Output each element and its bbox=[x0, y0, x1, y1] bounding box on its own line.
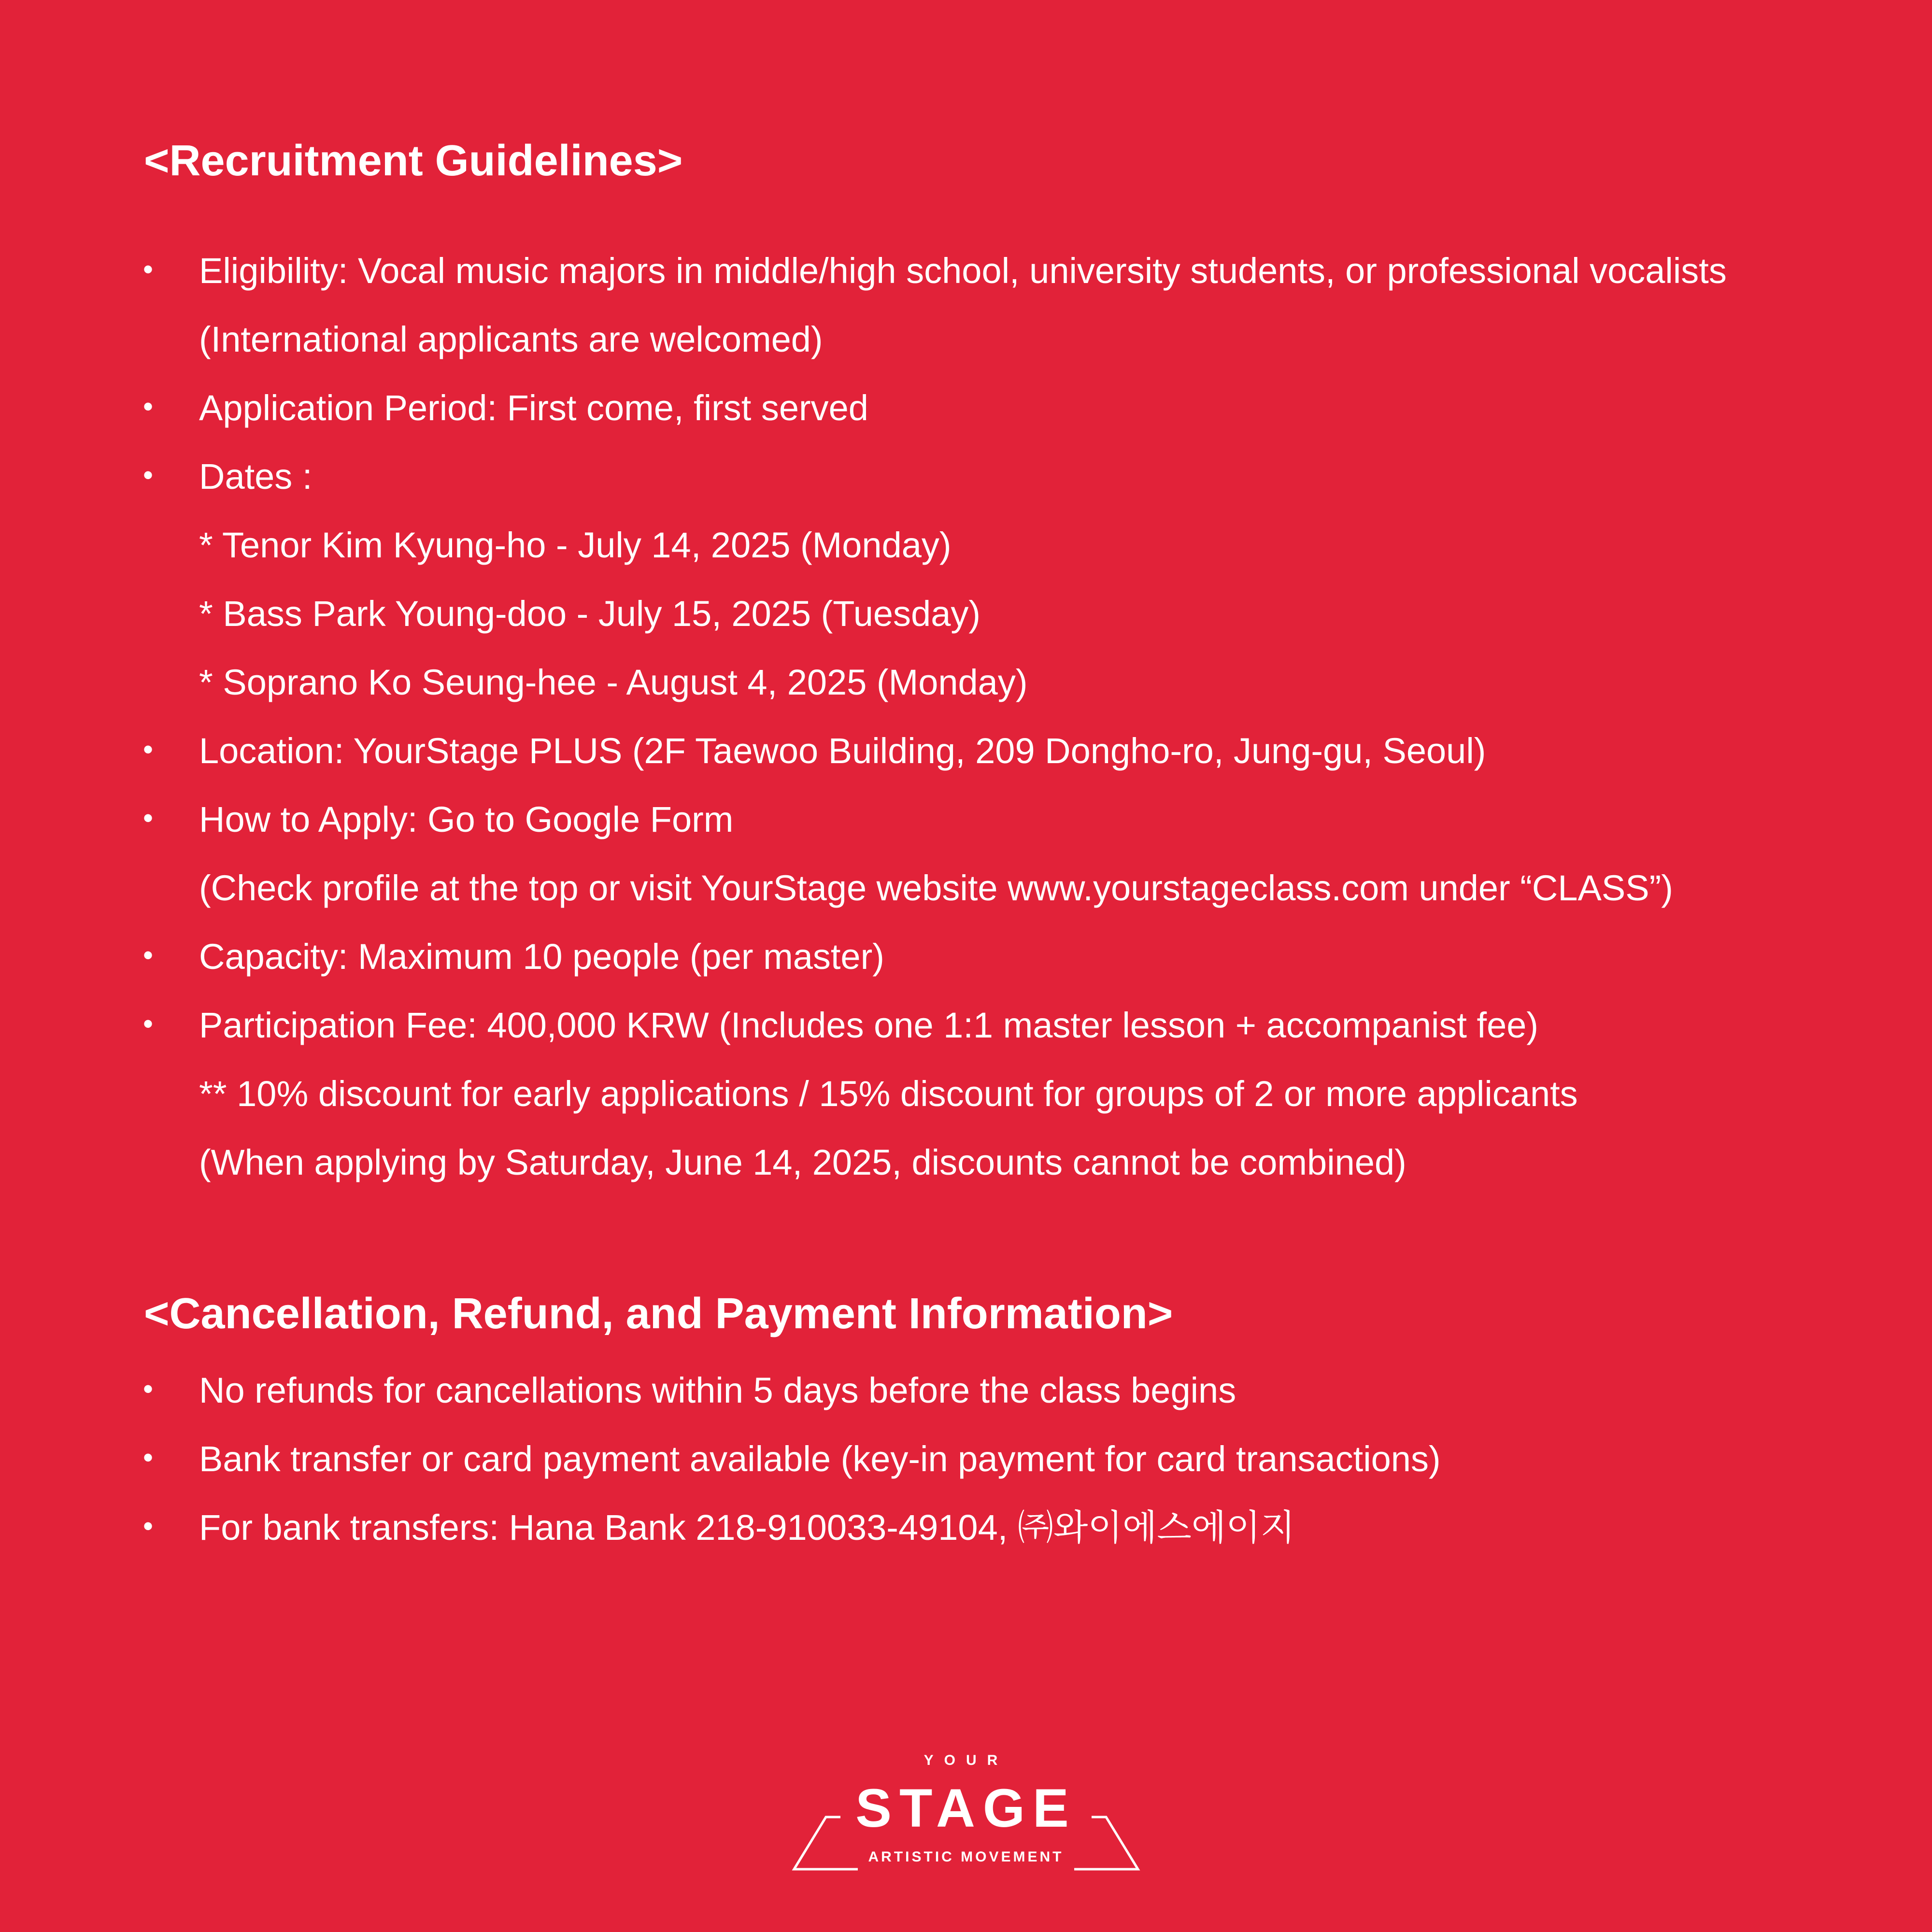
bullet-icon: • bbox=[143, 459, 154, 491]
refund-policy-text: No refunds for cancellations within 5 days before the class begins bbox=[199, 1370, 1236, 1410]
date-item: * Soprano Ko Seung-hee - August 4, 2025 (Monday) bbox=[199, 662, 1028, 702]
how-to-apply-text: How to Apply: Go to Google Form bbox=[199, 799, 734, 839]
payment-method-text: Bank transfer or card payment available (key-in payment for card transactions) bbox=[199, 1439, 1441, 1479]
bullet-icon: • bbox=[143, 939, 154, 971]
date-item: * Bass Park Young-doo - July 15, 2025 (Tuesday) bbox=[199, 594, 980, 634]
bullet-icon: • bbox=[143, 253, 154, 285]
bullet-icon: • bbox=[143, 1441, 154, 1474]
bullet-icon: • bbox=[143, 1008, 154, 1040]
capacity-text: Capacity: Maximum 10 people (per master) bbox=[199, 937, 884, 977]
bullet-icon: • bbox=[143, 733, 154, 766]
bank-transfer-text: For bank transfers: Hana Bank 218-910033-49104, ㈜와이에스에이지 bbox=[199, 1507, 1295, 1548]
bullet-icon: • bbox=[143, 1373, 154, 1405]
application-period-text: Application Period: First come, first served bbox=[199, 388, 868, 428]
bullet-icon: • bbox=[143, 390, 154, 423]
cancellation-heading: <Cancellation, Refund, and Payment Information> bbox=[144, 1290, 1173, 1338]
dates-label: Dates : bbox=[199, 456, 313, 497]
bullet-icon: • bbox=[143, 1510, 154, 1542]
fee-text: Participation Fee: 400,000 KRW (Includes one 1:1 master lesson + accompanist fee) bbox=[199, 1005, 1539, 1045]
logo-tagline: ARTISTIC MOVEMENT bbox=[868, 1849, 1064, 1865]
recruitment-heading: <Recruitment Guidelines> bbox=[144, 137, 683, 185]
eligibility-note: (International applicants are welcomed) bbox=[199, 319, 823, 359]
eligibility-text: Eligibility: Vocal music majors in middle/high school, university students, or professional vocalists bbox=[199, 251, 1727, 291]
yourstage-logo bbox=[787, 1748, 1145, 1879]
bullet-icon: • bbox=[143, 802, 154, 834]
discount-note: ** 10% discount for early applications / 15% discount for groups of 2 or more applicants bbox=[199, 1074, 1578, 1114]
logo-stage-text: STAGE bbox=[855, 1778, 1077, 1838]
logo-your-text: YOUR bbox=[923, 1752, 1009, 1768]
discount-condition: (When applying by Saturday, June 14, 2025, discounts cannot be combined) bbox=[199, 1142, 1406, 1182]
date-item: * Tenor Kim Kyung-ho - July 14, 2025 (Monday) bbox=[199, 525, 952, 565]
location-text: Location: YourStage PLUS (2F Taewoo Building, 209 Dongho-ro, Jung-gu, Seoul) bbox=[199, 731, 1486, 771]
how-to-apply-note: (Check profile at the top or visit YourStage website www.yourstageclass.com under “CLASS”) bbox=[199, 868, 1673, 908]
